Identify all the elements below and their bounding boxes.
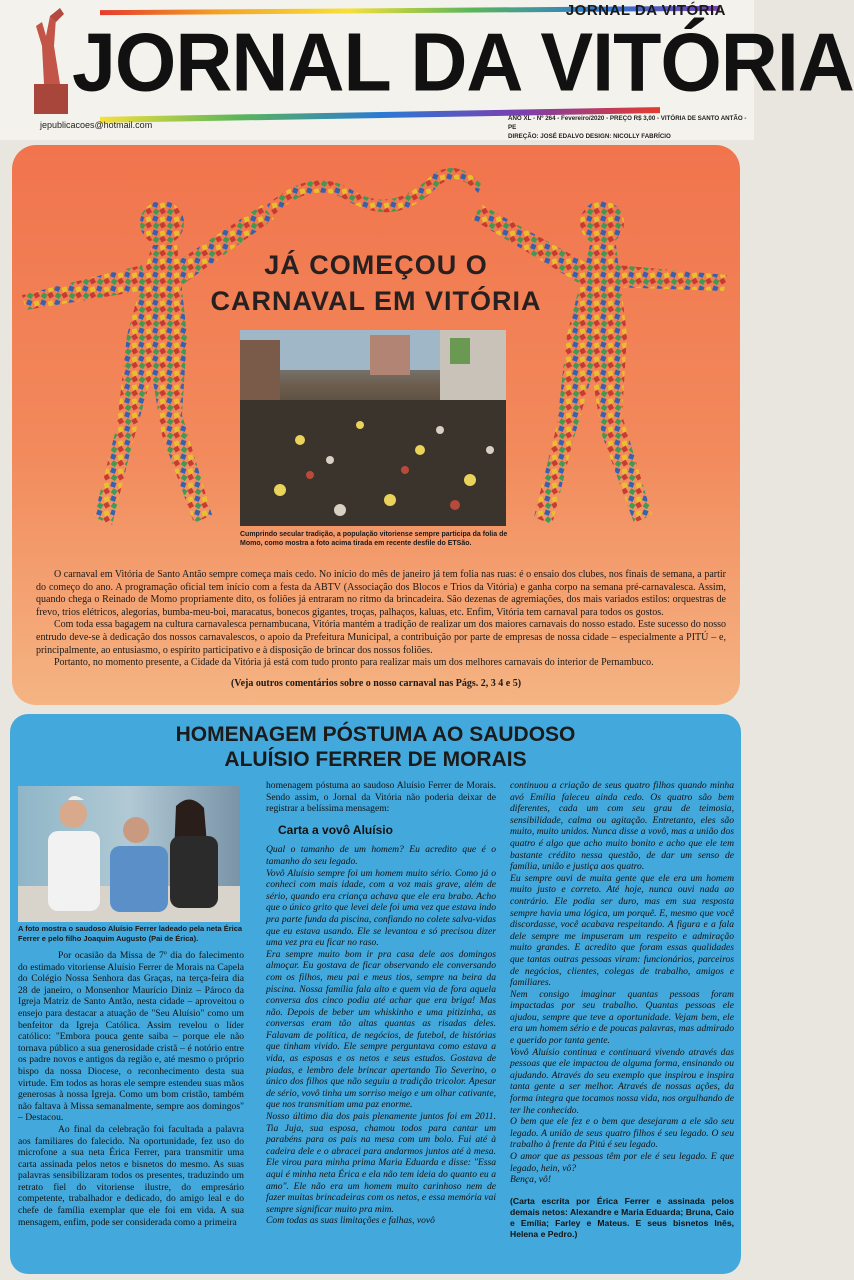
letter-paragraph: Vovô Aluísio continua e continuará vivendo através das pessoas que ele impactou de alguma forma, ensinando ou ajudando. Através do seu exemplo que inspirou e inspira tanta gente a ser melhor. Através de nossas ações, da forma íntegra que tocamos nossa vida, nos orgulhando de ter lhe conhecido.	[510, 1046, 734, 1116]
family-portrait-image	[18, 786, 240, 922]
letter-paragraph: Bença, vô!	[510, 1174, 552, 1186]
homage-headline-line1: HOMENAGEM PÓSTUMA AO SAUDOSO	[175, 723, 576, 746]
letter-paragraph: Nosso último dia dos pais plenamente juntos foi em 2011. Tia Juja, sua esposa, chamou todos para cantar um parabéns para os pais na mesa com um bolo. Fui até à cadeira dele e o abracei para andarmos juntos até à mesa. Ele virou para minha prima Maria Eduarda e disse: "Essa aqui é minha neta Érica e ela não tem ideia do quanto eu a amo". Ele não era um homem muito carinhoso nem de fazer muitas brincadeiras com os netos, e essa memória vai sempre significar muito pra mim.	[266, 1111, 496, 1215]
small-logo: JORNAL DA VITÓRIA	[565, 2, 726, 19]
homage-article	[10, 714, 741, 1274]
letter-signature: (Carta escrita por Érica Ferrer e assinada pelos demais netos: Alexandre e Maria Eduarda; Bruna, Caio e Emília; Farley e Mateus. E seus bisnetos Inês, Helena e Pedro.)	[510, 1195, 734, 1239]
homage-headline	[10, 722, 741, 772]
carnival-headline-line1: JÁ COMEÇOU O	[264, 250, 488, 280]
letter-paragraph: Vovô Aluísio sempre foi um homem muito sério. Como já o conheci com mais idade, com a voz mais grave, além de sério, quando era criança achava que ele era brabo. Acho que o único grito que levei dele foi uma vez que estava indo pra parte funda da piscina, confiando no colete salva-vidas que eu estava usando. Ele se levantou e só precisou dizer uma vez pra eu ficar no raso.	[266, 867, 496, 949]
carnival-paragraph: Com toda essa bagagem na cultura carnavalesca pernambucana, Vitória mantém a tradição de realizar um dos maiores carnavais do nosso estado. Este sucesso do nosso entrudo deve-se à dedicação dos nossos carnavalescos, o apoio da Prefeitura Municipal, a contribuição por parte de empresas de nossa cidade – especialmente a PITÚ – e, principalmente, ao entusiasmo, o espírito participativo e à disposição de brincar dos nossos foliões.	[36, 619, 726, 656]
homage-intro: homenagem póstuma ao saudoso Aluísio Ferrer de Morais. Sendo assim, o Jornal da Vitória não poderia deixar de registrar a belíssima mensagem:	[266, 780, 496, 815]
statue-logo-icon	[20, 6, 80, 114]
carnival-paragraph: Portanto, no momento presente, a Cidade da Vitória já está com tudo pronto para realizar mais um dos melhores carnavais do interior de Pernambuco.	[54, 657, 654, 669]
homage-headline-line2: ALUÍSIO FERRER DE MORAIS	[224, 748, 527, 771]
newspaper-title: JORNAL DA VITÓRIA	[72, 14, 854, 109]
carnival-paragraph: O carnaval em Vitória de Santo Antão sempre começa mais cedo. No início do mês de janeiro já tem folia nas ruas: é o ensaio dos clubes, nos finais de semana, a partir do começo do ano. A programação oficial tem início com a festa da ABTV (Associação dos Blocos e Trios da Vitória) e ganha corpo na semana pré-carnavalesca. Assim, quando chega o Reinado de Momo propriamente dito, os foliões já entraram no ritmo da brincadeira. São dezenas de agremiações, dos mais variados estilos: orquestras de frevo, trios elétricos, alegorias, bumba-meu-boi, maracatus, bonecos gigantes, troças, palhaços, kaluas, etc. Enfim, Vitória tem carnaval para todos os gostos.	[36, 569, 726, 618]
family-photo	[18, 786, 240, 922]
masthead	[0, 0, 854, 140]
letter-paragraph: O bem que ele fez e o bem que desejaram a ele são seu legado. A união de seus quatro filhos é seu legado. O seu trabalho à frente da Pitú é seu legado.	[510, 1116, 734, 1151]
letter-title: Carta a vovô Aluísio	[278, 822, 393, 837]
carnival-body	[36, 569, 726, 670]
letter-paragraph: Era sempre muito bom ir pra casa dele aos domingos almoçar. Eu gostava de ficar observando ele conversando com os filhos, meu pai e meus tios, sempre na beira da piscina. Nossa família fala alto e quem via de fora aquela conversa dos cinco podia até achar que era briga! Mas não. Depois de beber um whiskinho e uma pitizinha, as conversas eram tão altas quantas as risadas deles. Falavam de política, de negócios, de futebol, de histórias que tinham vivido. Ele sempre perguntava como estava a vida, as esposas e os netos e seus estudos. Gostava de piadas, e lembro dele brincar apertando Tio Severino, o único dos filhos que não seguiu a tradição tricolor. Apesar de sério, vovô tinha um sorriso meigo e um olhar cativante, que nos transmitiam uma paz enorme.	[266, 948, 496, 1111]
carnival-headline	[162, 247, 590, 319]
staff-line: DIREÇÃO: JOSÉ EDALVO DESIGN: NICOLLY FABRÍCIO	[508, 133, 671, 140]
letter-paragraph: Qual o tamanho de um homem? Eu acredito que é o tamanho do seu legado.	[266, 844, 496, 867]
issue-info	[508, 114, 748, 141]
carnival-crowd-photo	[240, 330, 506, 526]
issue-line: ANO XL - Nº 264 - Fevereiro/2020 - PREÇO R$ 3,00 - VITÓRIA DE SANTO ANTÃO - PE	[508, 115, 747, 131]
homage-column-3	[510, 780, 734, 1240]
crowd-image	[240, 330, 506, 526]
letter-paragraph: Com todas as suas limitações e falhas, vovô	[266, 1215, 435, 1227]
contact-email[interactable]: jepublicacoes@hotmail.com	[40, 120, 153, 130]
homage-column-1	[18, 950, 244, 1228]
carnival-photo-caption: Cumprindo secular tradição, a população vitoriense sempre participa da folia de Momo, como mostra a foto acima tirada em recente desfile do ETSão.	[240, 531, 508, 547]
family-photo-caption: A foto mostra o saudoso Aluísio Ferrer ladeado pela neta Érica Ferrer e pelo filho Joaquim Augusto (Pai de Érica).	[18, 924, 243, 943]
letter-paragraph: Eu sempre ouvi de muita gente que ele era um homem muito justo e correto. Até hoje, nunca ouvi nada ao contrário. Ele podia ser duro, mas em sua resposta sempre havia uma lógica, um porquê. E, mesmo que você discordasse, você acabava respeitando. A figura e a fala dele sempre me impuseram um respeito e admiração muito grandes. E acredito que foram essas qualidades que tantas outras pessoas viram: funcionários, parceiros de negócios, clientes, colegas de trabalho, amigos e familiares.	[510, 872, 734, 989]
letter-paragraph: Nem consigo imaginar quantas pessoas foram impactadas por seu trabalho. Quantas pessoas ele ajudou, sempre que teve a oportunidade. Vejam bem, ele era um homem sério e de poucas palavras, mas admirado e querido por tanta gente.	[510, 988, 734, 1047]
homage-paragraph: Ao final da celebração foi facultada a palavra aos familiares do falecido. Na oportunidade, fez uso do microfone a sua neta Érica Ferrer, para transmitir uma carta assinada pelos netos e bisnetos do mesmo. As suas palavras sensibilizaram todos os presentes, traduzindo um retrato fiel do vitoriense ilustre, do empresário competente, trabalhador e dedicado, do amigo leal e do chefe de família exemplar que ele foi em vida. A sua mensagem, enfim, pode ser considerada como a primeira	[18, 1123, 244, 1228]
letter-paragraph: O amor que as pessoas têm por ele é seu legado. E que legado, hein, vô?	[510, 1151, 734, 1174]
letter-paragraph: continuou a criação de seus quatro filhos quando minha avó Emília faleceu ainda cedo. Os quatro são bem diferentes, cada um com seu grau de teimosia, sensibilidade, calma ou agitação. Entretanto, eles são muito, muito unidos. Nunca disse a vovô, mas a união dos quatro é algo que acho muito bonito e acho que ele tem bastante crédito nessa questão, de dar um senso de família, união e justiça aos quatro.	[510, 780, 734, 873]
carnival-headline-line2: CARNAVAL EM VITÓRIA	[210, 286, 542, 316]
carnival-article	[12, 145, 740, 705]
see-more-pages: (Veja outros comentários sobre o nosso carnaval nas Págs. 2, 3 4 e 5)	[230, 678, 522, 689]
homage-paragraph: Por ocasião da Missa de 7º dia do falecimento do estimado vitoriense Aluísio Ferrer de Morais na Capela do Colégio Nossa Senhora das Graças, na terça-feira dia 28 de janeiro, o Monsenhor Maurício Diniz – Pároco da Igreja Matriz de Santo Antão, nesta cidade – aproveitou o ensejo para destacar a atuação de "Seu Aluísio" como um benfeitor da Igreja Católica. Assim revelou o líder católico: "Embora pouca gente saiba – porque ele não tornava público a sua generosidade cristã – é notório entre os padre novos e antigos da região e, até mesmo o próprio bispo da nossa Diocese, o reconhecimento desta sua virtude. Em todos as horas ele sempre estendeu suas mãos generosas à nossa Igreja. Como um bom cristão, também não faltava à Missa semanalmente, sempre aos domingos" – Destacou.	[18, 950, 244, 1124]
homage-column-2	[266, 780, 496, 1227]
